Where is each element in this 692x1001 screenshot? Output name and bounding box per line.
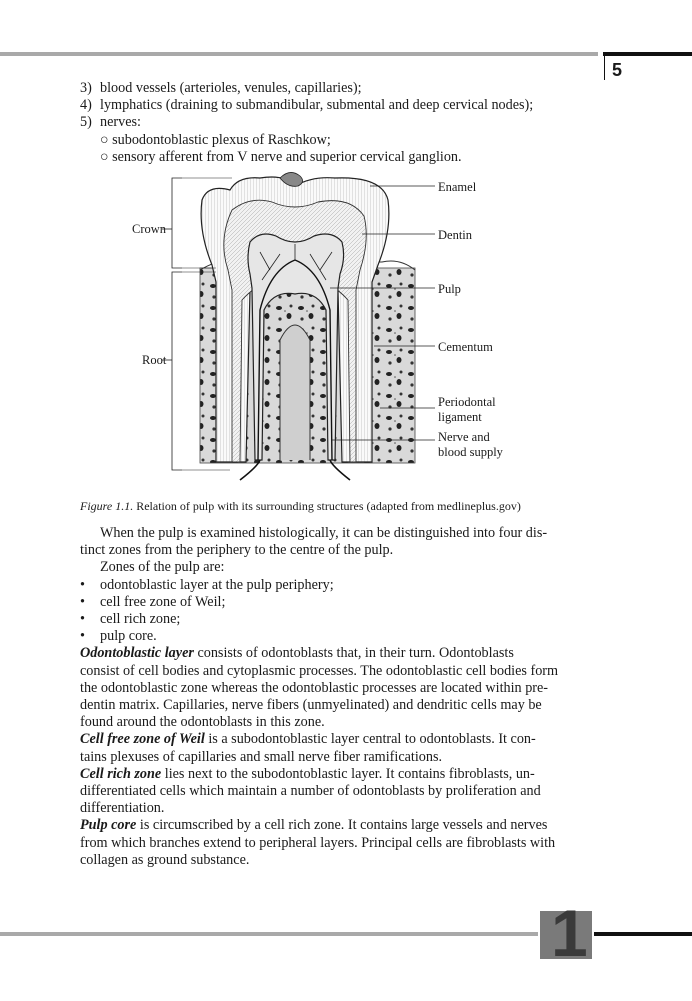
caption-prefix: Figure 1.1. <box>80 499 134 513</box>
label-enamel: Enamel <box>438 180 477 194</box>
label-periodontal-line1: Periodontal <box>438 395 496 409</box>
sublist-item: ○ subodontoblastic plexus of Raschkow; <box>100 132 331 148</box>
caption-text: Relation of pulp with its surrounding structures (adapted from medlineplus.gov) <box>133 499 521 513</box>
label-nerve-line2: blood supply <box>438 445 503 459</box>
list-text: lymphatics (draining to submandibular, submental and deep cervical nodes); <box>100 97 534 113</box>
paragraph-intro <box>80 525 592 869</box>
term-pulp-core: Pulp core <box>80 817 137 834</box>
page-number: 5 <box>612 60 623 80</box>
list-text: nerves: <box>100 114 141 130</box>
list-item <box>80 80 362 97</box>
list-number: 3) <box>80 80 92 96</box>
header-divider <box>604 56 605 80</box>
root-bracket <box>172 272 182 470</box>
text-line: differentiation. <box>80 800 165 817</box>
text-line: lies next to the subodontoblastic layer. It contains fibroblasts, un- <box>161 765 535 782</box>
paragraph-cell-rich <box>80 766 592 818</box>
text-line: dentin matrix. Capillaries, nerve fibers (unmyelinated) and dendritic cells may be <box>80 697 542 714</box>
zone-item: • pulp core. <box>80 628 592 645</box>
tooth-figure <box>120 170 560 500</box>
text-line: found around the odontoblasts in this zone. <box>80 714 325 731</box>
list-number: 4) <box>80 97 92 113</box>
inner-pulp <box>280 325 310 460</box>
list-item <box>80 114 141 131</box>
zone-item: • cell rich zone; <box>80 611 592 628</box>
label-dentin: Dentin <box>438 228 473 242</box>
label-pulp: Pulp <box>438 282 461 296</box>
header-rule-black <box>603 52 692 56</box>
crown-bracket <box>172 178 182 268</box>
header-rule-gray <box>0 52 598 56</box>
paragraph-weil <box>80 731 592 765</box>
label-nerve-line1: Nerve and <box>438 430 490 444</box>
text-line: is a subodontoblastic layer central to odontoblasts. It con- <box>204 731 536 748</box>
text-line: tains plexuses of capillaries and small nerve fiber ramifications. <box>80 748 443 765</box>
label-root: Root <box>142 353 167 367</box>
figure-caption <box>80 499 521 514</box>
list-number: 5) <box>80 114 92 130</box>
footer-rule-black <box>594 932 692 936</box>
text-line: from which branches extend to peripheral layers. Principal cells are fibroblasts with <box>80 834 556 851</box>
zone-item: • cell free zone of Weil; <box>80 594 592 611</box>
list-text: blood vessels (arterioles, venules, capillaries); <box>100 80 362 96</box>
label-periodontal <box>438 395 496 425</box>
text-line: differentiated cells which maintain a number of odontoblasts by proliferation and <box>80 783 541 800</box>
text-line: the odontoblastic zone whereas the odontoblastic processes are located within pre- <box>80 679 549 696</box>
paragraph-odontoblastic <box>80 645 592 731</box>
label-periodontal-line2: ligament <box>438 410 482 424</box>
text-line: consist of cell bodies and cytoplasmic processes. The odontoblastic cell bodies form <box>80 662 559 679</box>
label-crown: Crown <box>132 222 167 236</box>
text-line: collagen as ground substance. <box>80 851 250 868</box>
chapter-number: 1 <box>551 896 588 970</box>
text-line: consists of odontoblasts that, in their turn. Odontoblasts <box>193 645 514 662</box>
sublist-item: ○ sensory afferent from V nerve and superior cervical ganglion. <box>100 149 462 165</box>
zones-intro: Zones of the pulp are: <box>100 559 225 576</box>
footer-rule-gray <box>0 932 538 936</box>
term-cell-rich: Cell rich zone <box>80 765 162 782</box>
term-odontoblastic: Odontoblastic layer <box>80 645 194 662</box>
list-item <box>80 97 533 114</box>
label-nerve <box>438 430 503 460</box>
zone-item: • odontoblastic layer at the pulp periphery; <box>80 577 592 594</box>
term-weil: Cell free zone of Weil <box>80 731 205 748</box>
label-cementum: Cementum <box>438 340 493 354</box>
text-line: tinct zones from the periphery to the centre of the pulp. <box>80 542 394 559</box>
text-line: is circumscribed by a cell rich zone. It contains large vessels and nerves <box>136 817 548 834</box>
text-line: When the pulp is examined histologically, it can be distinguished into four dis- <box>100 525 548 541</box>
paragraph-pulp-core <box>80 817 592 869</box>
